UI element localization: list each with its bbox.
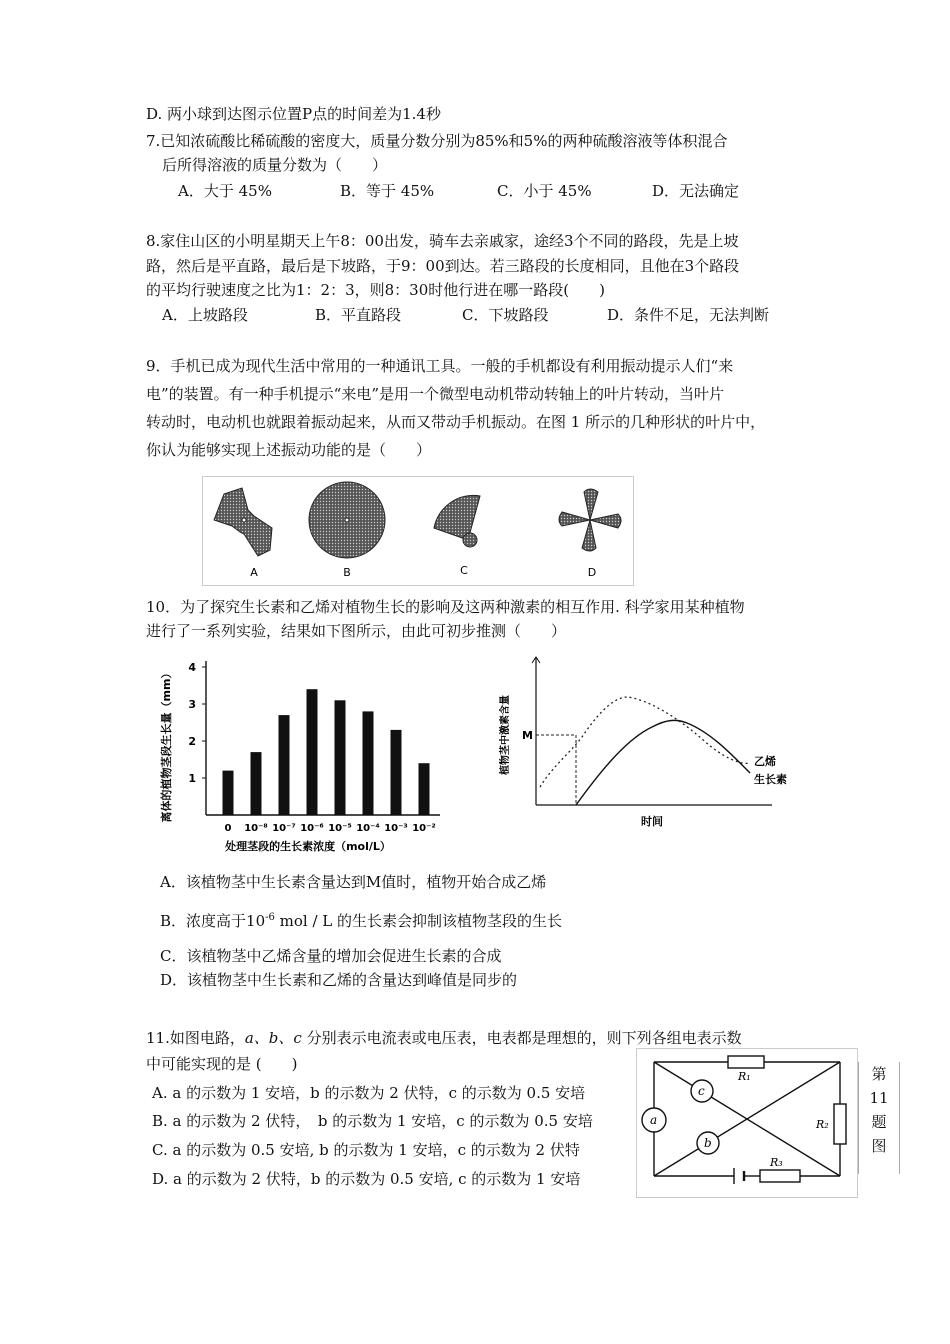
legend-ethylene: 乙烯 (754, 755, 776, 768)
bar-chart-xtick-label: 10⁻⁶ (300, 823, 324, 834)
bar (391, 730, 402, 815)
q11-option-c: C. a 的示数为 0.5 安培, b 的示数为 1 安培，c 的示数为 2 伏特 (152, 1141, 580, 1159)
resistor-r3 (760, 1170, 800, 1182)
line-chart-xlabel: 时间 (641, 815, 663, 828)
meter-c-label: c (698, 1084, 705, 1098)
fig-label-c: C (460, 564, 468, 577)
bar-chart-xtick-label: 10⁻² (412, 823, 436, 834)
q10-bar-chart (150, 647, 470, 855)
q9-blade-figure (202, 476, 634, 586)
bar-chart-xtick-label: 0 (224, 823, 232, 834)
q11-caption-4: 图 (871, 1137, 887, 1155)
q8-stem-line3: 的平均行驶速度之比为1：2：3，则8：30时他行进在哪一路段( ) (146, 281, 605, 299)
q7-stem-line2: 后所得溶液的质量分数为（ ） (162, 156, 388, 174)
meter-b-label: b (704, 1136, 712, 1150)
bar-chart-xtick-label: 10⁻⁸ (244, 823, 268, 834)
q11-caption-2: 11 (869, 1089, 889, 1107)
bar-chart-xtick-label: 10⁻⁵ (328, 823, 352, 834)
q8-option-b: B．平直路段 (315, 306, 402, 324)
q11-stem-post: 分别表示电流表或电压表，电表都是理想的，则下列各组电表示数 (301, 1029, 742, 1047)
q10-option-b (160, 908, 562, 931)
bar (251, 752, 262, 815)
r2-label: R₂ (816, 1118, 829, 1131)
q8-option-a: A．上坡路段 (162, 306, 248, 324)
r3-label: R₃ (770, 1156, 783, 1169)
q8-option-d: D．条件不足，无法判断 (607, 306, 770, 324)
q11-option-b: B. a 的示数为 2 伏特， b 的示数为 1 安培，c 的示数为 0.5 安培 (152, 1112, 593, 1130)
m-label: M (522, 729, 533, 742)
auxin-curve (576, 720, 750, 805)
q9-stem-line3: 转动时，电动机也就跟着振动起来，从而又带动手机振动。在图 1 所示的几种形状的叶片中， (146, 413, 766, 431)
q10-option-b-post: mol / L 的生长素会抑制该植物茎段的生长 (274, 912, 563, 930)
q8-stem-line1: 8.家住山区的小明星期天上午8：00出发，骑车去亲戚家，途经3个不同的路段，先是上坡 (146, 232, 739, 250)
legend-auxin: 生长素 (754, 773, 787, 786)
q10-line-chart (472, 647, 802, 855)
bar-chart-xtick-label: 10⁻⁴ (356, 823, 380, 834)
q11-caption-1: 第 (871, 1065, 887, 1083)
q11-stem-line2: 中可能实现的是 ( ) (146, 1055, 298, 1073)
q11-stem-line1 (146, 1028, 742, 1048)
bar-chart-ytick-label: 2 (188, 735, 196, 748)
fig-label-d: D (587, 566, 597, 579)
q10-stem-line2: 进行了一系列实验，结果如下图所示，由此可初步推测（ ） (146, 622, 567, 640)
bar-chart-xtick-label: 10⁻³ (384, 823, 408, 834)
fig-label-a: A (250, 566, 258, 579)
q8-option-c: C．下坡路段 (462, 306, 549, 324)
bar (307, 689, 318, 815)
q11-stem-abc: a、b、c (244, 1029, 302, 1047)
q10-stem-line1: 10．为了探究生长素和乙烯对植物生长的影响及这两种激素的相互作用. 科学家用某种植物 (146, 598, 745, 616)
q11-circuit-diagram (636, 1048, 858, 1198)
q11-option-a: A. a 的示数为 1 安培，b 的示数为 2 伏特，c 的示数为 0.5 安培 (152, 1084, 586, 1102)
q9-stem-line4: 你认为能够实现上述振动功能的是（ ） (146, 441, 432, 459)
q7-option-c: C．小于 45% (497, 182, 592, 200)
q11-stem-pre: 11.如图电路， (146, 1029, 245, 1047)
resistor-r1 (728, 1056, 764, 1068)
bar (419, 763, 430, 815)
bar (279, 715, 290, 815)
bar-chart-ytick-label: 4 (188, 661, 196, 674)
q7-stem-line1: 7.已知浓硫酸比稀硫酸的密度大，质量分数分别为85%和5%的两种硫酸溶液等体积混合 (146, 132, 728, 150)
q11-caption-3: 题 (871, 1113, 887, 1131)
fig-label-b: B (343, 566, 351, 579)
q11-option-d: D. a 的示数为 2 伏特，b 的示数为 0.5 安培, c 的示数为 1 安培 (152, 1170, 581, 1188)
r1-label: R₁ (738, 1070, 751, 1083)
bar-chart-xtick-label: 10⁻⁷ (272, 823, 296, 834)
q8-stem-line2: 路，然后是平直路，最后是下坡路，于9：00到达。若三路段的长度相同，且他在3个路段 (146, 257, 740, 275)
bar (363, 711, 374, 815)
bar-chart-ytick-label: 3 (188, 698, 196, 711)
q10-option-b-exponent: -6 (265, 912, 275, 923)
q9-stem-line2: 电”的装置。有一种手机提示“来电”是用一个微型电动机带动转轴上的叶片转动，当叶片 (146, 385, 725, 403)
meter-a-label: a (650, 1113, 658, 1127)
q7-option-b: B．等于 45% (340, 182, 435, 200)
bar (223, 771, 234, 815)
line-chart-ylabel: 植物茎中激素含量 (500, 695, 511, 775)
bar-chart-ylabel: 离体的植物茎段生长量（mm） (160, 667, 173, 823)
bar-chart-ytick-label: 1 (188, 772, 196, 785)
q9-stem-line1: 9．手机已成为现代生活中常用的一种通讯工具。一般的手机都设有利用振动提示人们“来 (146, 357, 734, 375)
bar-chart-xlabel: 处理茎段的生长素浓度（mol/L） (225, 840, 391, 853)
q10-option-b-pre: B．浓度高于10 (160, 912, 266, 930)
q6-option-d: D. 两小球到达图示位置P点的时间差为1.4秒 (146, 105, 441, 123)
q7-option-a: A．大于 45% (178, 182, 272, 200)
q10-option-a: A．该植物茎中生长素含量达到M值时，植物开始合成乙烯 (160, 873, 547, 891)
q10-option-d: D．该植物茎中生长素和乙烯的含量达到峰值是同步的 (160, 971, 518, 989)
q10-option-c: C．该植物茎中乙烯含量的增加会促进生长素的合成 (160, 947, 502, 965)
q7-option-d: D．无法确定 (652, 182, 740, 200)
bar (335, 700, 346, 815)
q11-caption-box (858, 1062, 900, 1174)
resistor-r2 (834, 1104, 846, 1144)
